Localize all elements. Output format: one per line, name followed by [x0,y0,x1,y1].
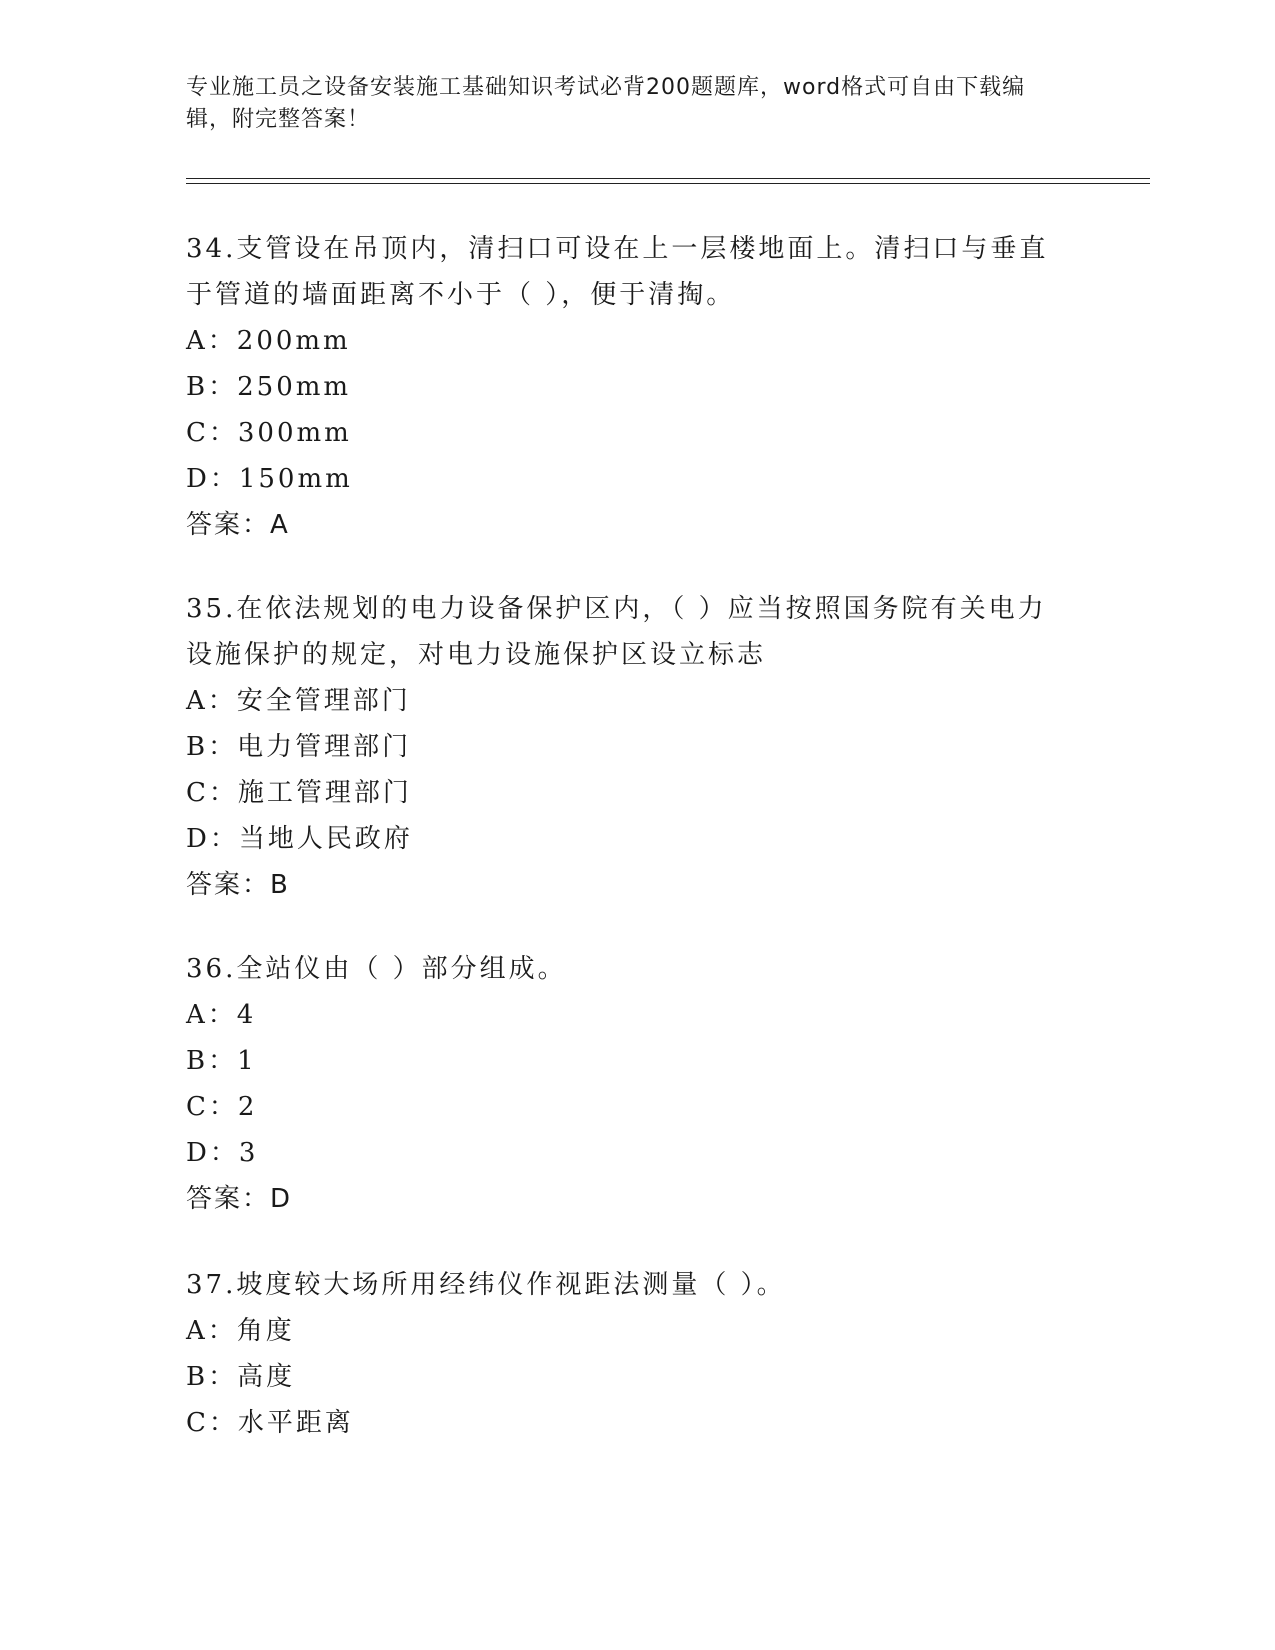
option-b: B：250mm [186,372,352,402]
answer-label: 答案：B [186,870,290,900]
question-35 [186,586,1066,908]
question-36 [186,946,1066,1222]
page-header: 专业施工员之设备安装施工基础知识考试必背200题题库，word格式可自由下载编辑，附完整答案！ [186,75,1026,132]
question-stem: 34.支管设在吊顶内，清扫口可设在上一层楼地面上。清扫口与垂直于管道的墙面距离不小于（ ），便于清掏。 [186,234,1049,310]
question-stem: 35.在依法规划的电力设备保护区内，（ ）应当按照国务院有关电力设施保护的规定，对电力设施保护区设立标志 [186,594,1047,670]
option-a: A：200mm [186,326,351,356]
header-divider-top [186,178,1150,179]
question-37 [186,1262,1066,1446]
option-c: C：300mm [186,418,352,448]
answer-label: 答案：D [186,1184,293,1214]
option-a: A：安全管理部门 [186,686,411,716]
option-c: C：施工管理部门 [186,778,412,808]
option-c: C：2 [186,1092,258,1122]
question-stem: 36.全站仪由（ ）部分组成。 [186,954,567,984]
option-a: A：角度 [186,1316,295,1346]
option-d: D：当地人民政府 [186,824,413,854]
option-b: B：1 [186,1046,257,1076]
option-d: D：3 [186,1138,259,1168]
option-a: A：4 [186,1000,257,1030]
option-d: D：150mm [186,464,353,494]
question-stem: 37.坡度较大场所用经纬仪作视距法测量（ ）。 [186,1270,786,1300]
option-b: B：电力管理部门 [186,732,412,762]
option-c: C：水平距离 [186,1408,354,1438]
option-b: B：高度 [186,1362,296,1392]
question-34 [186,226,1066,548]
answer-label: 答案：A [186,510,290,540]
header-divider-bottom [186,183,1150,184]
